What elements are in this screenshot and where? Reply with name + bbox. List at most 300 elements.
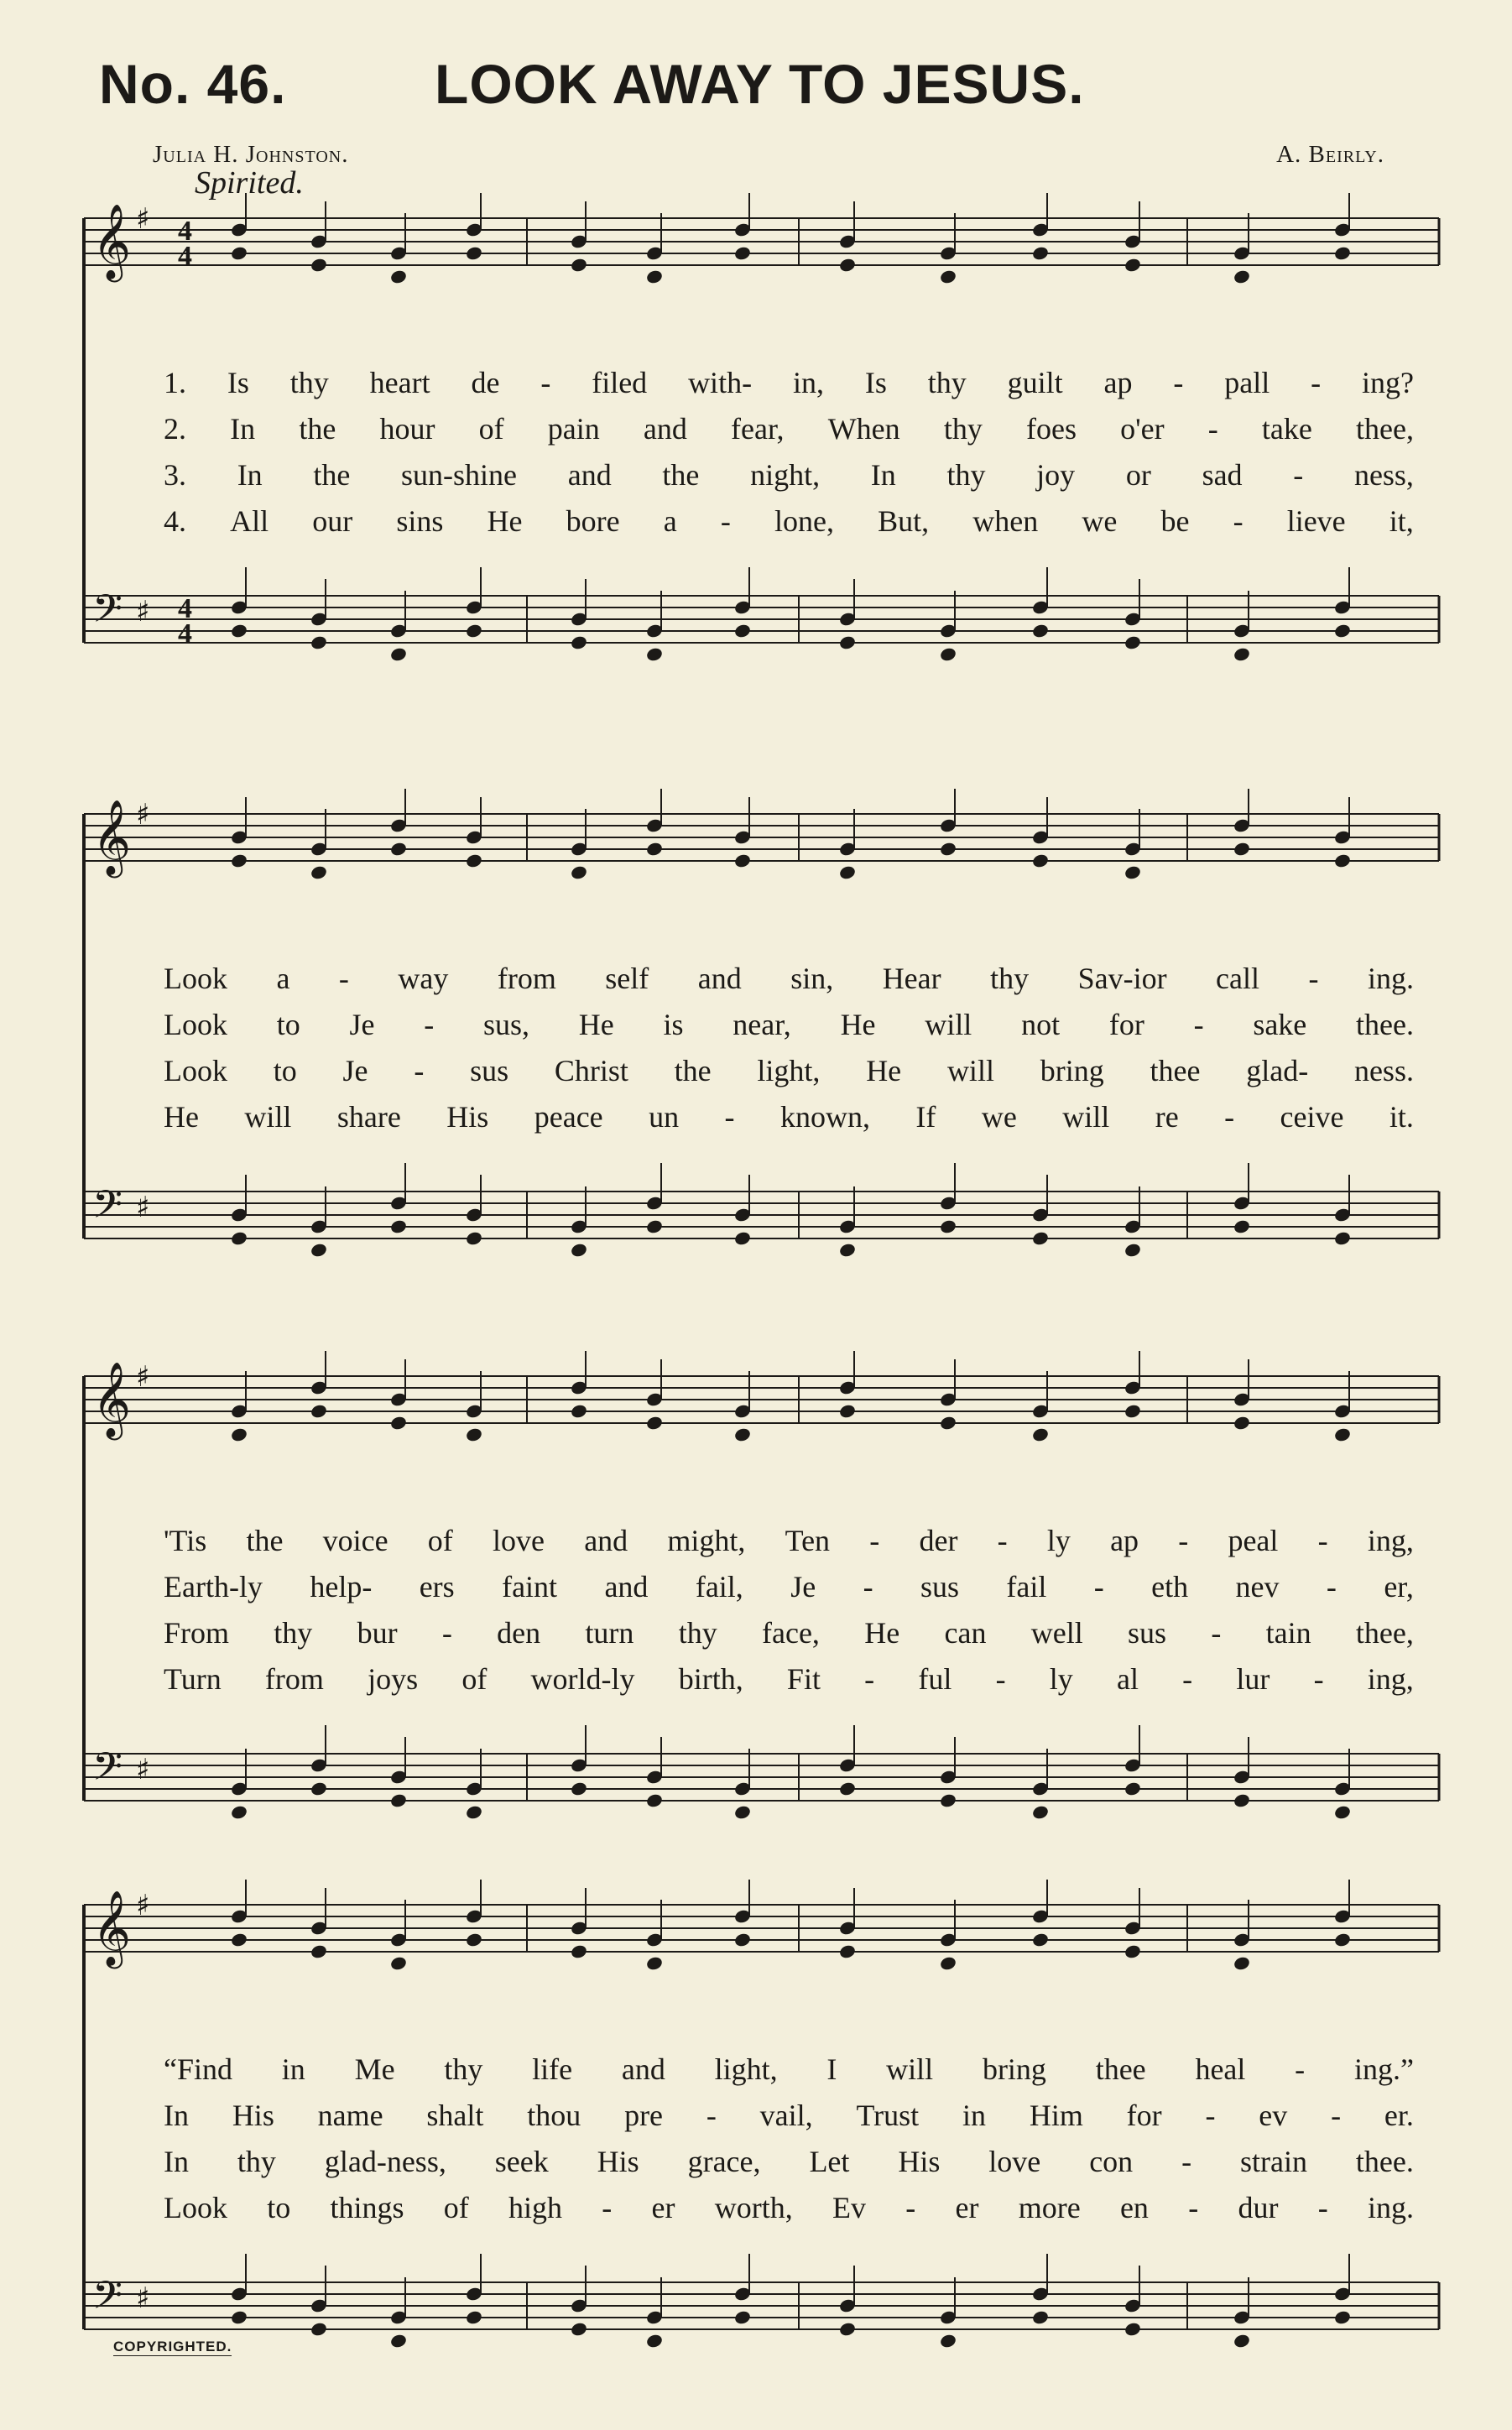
- lyric-syllable: will: [946, 1054, 994, 1087]
- lyric-syllable: a: [663, 504, 677, 538]
- lyric-syllable: heal: [1195, 2052, 1246, 2086]
- lyric-syllable: re: [1155, 1100, 1179, 1134]
- lyric-syllable: joy: [1036, 458, 1076, 492]
- notehead: [1031, 1426, 1050, 1442]
- lyric-syllable: Je: [790, 1570, 816, 1603]
- lyric-syllable: grace,: [687, 2145, 761, 2178]
- hymn-number: No. 46.: [99, 53, 287, 115]
- lyric-syllable: Turn: [164, 1662, 222, 1696]
- lyric-syllable: Ev: [832, 2191, 867, 2224]
- lyric-syllable: and: [621, 2052, 665, 2086]
- notehead: [310, 864, 328, 880]
- lyric-syllable: sus: [920, 1570, 960, 1603]
- lyric-syllable: turn: [585, 1616, 634, 1650]
- bass-clef-icon: 𝄢: [92, 1182, 123, 1237]
- lyric-syllable: Fit: [786, 1662, 821, 1696]
- lyric-syllable: in,: [792, 366, 824, 399]
- notehead: [1233, 1792, 1251, 1808]
- notehead: [230, 1230, 248, 1246]
- lyric-syllable: thy: [943, 412, 983, 446]
- sharp-icon: ♯: [136, 798, 150, 832]
- lyric-syllable: will: [886, 2052, 934, 2086]
- lyric-syllable: lur: [1236, 1662, 1270, 1696]
- notehead: [838, 634, 857, 650]
- notehead: [1333, 1804, 1352, 1820]
- treble-clef-icon: 𝄞: [92, 1362, 132, 1437]
- lyric-syllable: the: [662, 458, 700, 492]
- notehead: [1031, 2309, 1050, 2325]
- lyric-syllable: we: [981, 1100, 1017, 1134]
- notehead: [230, 1426, 248, 1442]
- lyric-syllable: and: [697, 962, 742, 995]
- lyric-syllable: -: [1207, 412, 1218, 446]
- lyric-syllable: worth,: [714, 2191, 793, 2224]
- lyric-syllable: thee: [1150, 1054, 1201, 1087]
- lyric-syllable: thee,: [1356, 412, 1414, 446]
- lyric-syllable: thy: [990, 962, 1030, 995]
- lyric-syllable: thy: [237, 2145, 276, 2178]
- lyric-syllable: If: [915, 1100, 936, 1134]
- lyric-syllable: filed: [592, 366, 648, 399]
- lyric-syllable: sus: [470, 1054, 509, 1087]
- lyric-syllable: might,: [667, 1524, 746, 1557]
- lyric-syllable: fail,: [695, 1570, 743, 1603]
- lyric-syllable: guilt: [1007, 366, 1063, 399]
- notehead: [1233, 646, 1251, 662]
- lyric-syllable: He: [487, 504, 523, 538]
- lyric-syllable: will: [1062, 1100, 1110, 1134]
- lyric-syllable: from: [497, 962, 556, 995]
- notehead: [230, 2309, 248, 2325]
- lyric-syllable: ing.: [1367, 962, 1414, 995]
- lyric-syllable: the: [313, 458, 351, 492]
- lyric-syllable: -: [905, 2191, 916, 2224]
- lyric-syllable: er: [651, 2191, 675, 2224]
- lyric-syllable: His: [232, 2099, 274, 2132]
- composer-credit: A. Beirly.: [1276, 141, 1384, 168]
- lyric-syllable: peal: [1228, 1524, 1279, 1557]
- treble-staff: [84, 1351, 1439, 1443]
- lyric-syllable: nev: [1235, 1570, 1280, 1603]
- time-signature-top: 4: [178, 216, 192, 247]
- lyric-syllable: -: [1331, 2099, 1342, 2132]
- lyric-syllable: a: [276, 962, 290, 995]
- lyric-syllable: His: [898, 2145, 941, 2178]
- lyric-syllable: well: [1030, 1616, 1083, 1650]
- verse-line: [164, 1569, 1414, 1604]
- lyric-syllable: from: [264, 1662, 324, 1696]
- notehead: [1233, 841, 1251, 857]
- lyric-syllable: Look: [164, 962, 227, 995]
- lyric-syllable: pre: [624, 2099, 664, 2132]
- lyric-syllable: He: [840, 1008, 876, 1041]
- lyric-syllable: sin,: [790, 962, 834, 995]
- notehead: [1233, 1218, 1251, 1234]
- lyric-syllable: Me: [354, 2052, 395, 2086]
- lyric-syllable: call: [1216, 962, 1260, 995]
- lyric-syllable: ev: [1259, 2099, 1288, 2132]
- notehead: [1124, 1242, 1142, 1258]
- lyric-syllable: when: [972, 504, 1039, 538]
- lyric-syllable: of: [427, 1524, 453, 1557]
- lyric-syllable: ful: [918, 1662, 952, 1696]
- notehead: [939, 841, 957, 857]
- lyric-syllable: In: [237, 458, 263, 492]
- lyric-syllable: “Find: [164, 2052, 233, 2086]
- lyric-syllable: thou: [527, 2099, 581, 2132]
- lyric-syllable: -: [724, 1100, 735, 1134]
- lyric-syllable: voice: [322, 1524, 388, 1557]
- notehead: [389, 1955, 408, 1971]
- treble-clef-icon: 𝄞: [92, 1890, 132, 1966]
- lyric-syllable: o'er: [1120, 412, 1165, 446]
- lyric-syllable: -: [338, 962, 349, 995]
- lyric-syllable: -: [1233, 504, 1243, 538]
- lyric-syllable: thy: [274, 1616, 313, 1650]
- lyric-syllable: Look: [164, 1054, 227, 1087]
- lyric-syllable: take: [1261, 412, 1312, 446]
- time-signature-bottom: 4: [178, 241, 192, 272]
- lyric-syllable: lone,: [774, 504, 834, 538]
- lyric-syllable: pain: [547, 412, 600, 446]
- lyric-syllable: Him: [1029, 2099, 1083, 2132]
- notehead: [838, 257, 857, 273]
- lyric-syllable: bore: [566, 504, 620, 538]
- lyric-syllable: All: [230, 504, 269, 538]
- lyric-syllable: face,: [762, 1616, 820, 1650]
- notehead: [570, 864, 588, 880]
- lyric-syllable: light,: [757, 1054, 821, 1087]
- lyric-syllable: name: [317, 2099, 383, 2132]
- notehead: [733, 1230, 752, 1246]
- lyric-syllable: der: [919, 1524, 958, 1557]
- notehead: [1333, 2309, 1352, 2325]
- notehead: [1124, 864, 1142, 880]
- notehead: [1031, 1804, 1050, 1820]
- lyric-syllable: -: [1326, 1570, 1337, 1603]
- lyric-syllable: and: [584, 1524, 628, 1557]
- lyric-syllable: -: [414, 1054, 425, 1087]
- notehead: [465, 623, 483, 639]
- lyric-syllable: help-: [310, 1570, 373, 1603]
- lyric-syllable: 1.: [164, 366, 186, 399]
- lyric-syllable: ap: [1103, 366, 1133, 399]
- lyric-syllable: -: [1317, 2191, 1328, 2224]
- notehead: [570, 257, 588, 273]
- lyric-syllable: to: [273, 1054, 297, 1087]
- time-signature-bottom: 4: [178, 618, 192, 649]
- lyric-syllable: un: [649, 1100, 680, 1134]
- lyric-syllable: -: [995, 1662, 1006, 1696]
- lyric-syllable: ness,: [1353, 458, 1414, 492]
- lyric-syllable: night,: [750, 458, 821, 492]
- lyric-syllable: light,: [714, 2052, 778, 2086]
- lyric-syllable: ers: [419, 1570, 455, 1603]
- notehead: [1031, 1230, 1050, 1246]
- lyric-syllable: sake: [1253, 1008, 1307, 1041]
- lyric-syllable: near,: [733, 1008, 791, 1041]
- lyric-syllable: is: [663, 1008, 684, 1041]
- bass-clef-icon: 𝄢: [92, 1744, 123, 1799]
- lyric-syllable: -: [1188, 2191, 1199, 2224]
- notehead: [733, 623, 752, 639]
- lyric-syllable: fail: [1006, 1570, 1047, 1603]
- lyric-syllable: -: [1313, 1662, 1324, 1696]
- notehead: [389, 841, 408, 857]
- notehead: [310, 1242, 328, 1258]
- notehead: [838, 864, 857, 880]
- lyric-syllable: -: [1182, 1662, 1193, 1696]
- lyric-syllable: -: [863, 1570, 873, 1603]
- lyric-syllable: love: [988, 2145, 1041, 2178]
- lyric-syllable: can: [944, 1616, 987, 1650]
- lyric-syllable: -: [997, 1524, 1008, 1557]
- lyric-syllable: to: [276, 1008, 300, 1041]
- music-system: [0, 1351, 1512, 1854]
- notehead: [230, 623, 248, 639]
- lyric-syllable: In: [164, 2145, 189, 2178]
- lyric-syllable: thee.: [1356, 1008, 1414, 1041]
- notehead: [1124, 2321, 1142, 2337]
- lyric-syllable: 'Tis: [164, 1524, 207, 1557]
- notehead: [230, 1804, 248, 1820]
- treble-staff: [84, 789, 1439, 881]
- lyric-syllable: lieve: [1286, 504, 1346, 538]
- lyric-syllable: ing.”: [1353, 2052, 1414, 2086]
- lyric-syllable: sad: [1202, 458, 1243, 492]
- lyric-syllable: -: [1317, 1524, 1328, 1557]
- notehead: [570, 1242, 588, 1258]
- lyric-syllable: or: [1125, 458, 1151, 492]
- lyric-syllable: seek: [494, 2145, 549, 2178]
- lyric-syllable: the: [674, 1054, 712, 1087]
- notehead: [1031, 853, 1050, 868]
- lyric-syllable: joys: [368, 1662, 419, 1696]
- lyric-syllable: -: [1173, 366, 1184, 399]
- lyric-syllable: to: [267, 2191, 291, 2224]
- notehead: [570, 2321, 588, 2337]
- notehead: [645, 1415, 664, 1431]
- notehead: [1333, 1426, 1352, 1442]
- lyric-syllable: thee,: [1355, 1616, 1414, 1650]
- lyric-syllable: more: [1018, 2191, 1081, 2224]
- lyric-syllable: Earth-ly: [164, 1570, 263, 1603]
- notehead: [389, 1218, 408, 1234]
- notehead: [465, 1932, 483, 1948]
- lyric-syllable: er: [955, 2191, 979, 2224]
- lyric-syllable: foes: [1026, 412, 1077, 446]
- lyric-syllable: glad-: [1246, 1054, 1309, 1087]
- notehead: [230, 853, 248, 868]
- music-system: [0, 789, 1512, 1292]
- lyric-syllable: -: [1293, 458, 1304, 492]
- lyric-syllable: Je: [342, 1054, 368, 1087]
- lyric-syllable: Is: [227, 366, 249, 399]
- notehead: [838, 2321, 857, 2337]
- lyric-syllable: and: [567, 458, 612, 492]
- notehead: [310, 1943, 328, 1959]
- notehead: [389, 1792, 408, 1808]
- notehead: [645, 841, 664, 857]
- notehead: [1124, 634, 1142, 650]
- notehead: [645, 1218, 664, 1234]
- lyric-syllable: ing?: [1361, 366, 1414, 399]
- notehead: [310, 1781, 328, 1796]
- lyric-syllable: ap: [1110, 1524, 1139, 1557]
- notehead: [310, 634, 328, 650]
- lyric-syllable: ceive: [1280, 1100, 1344, 1134]
- sharp-icon: ♯: [136, 1753, 150, 1786]
- lyric-syllable: Trust: [856, 2099, 920, 2132]
- notehead: [465, 1426, 483, 1442]
- lyric-syllable: the: [299, 412, 336, 446]
- sharp-icon: ♯: [136, 2281, 150, 2315]
- notehead: [1333, 1230, 1352, 1246]
- lyric-syllable: with-: [688, 366, 753, 399]
- verse-line: [164, 2098, 1414, 2133]
- lyric-syllable: love: [493, 1524, 545, 1557]
- notehead: [939, 1415, 957, 1431]
- notehead: [389, 269, 408, 284]
- lyric-syllable: world-ly: [530, 1662, 635, 1696]
- notehead: [838, 1781, 857, 1796]
- notehead: [733, 1426, 752, 1442]
- notehead: [939, 1792, 957, 1808]
- lyric-syllable: -: [1181, 2145, 1192, 2178]
- notehead: [465, 1230, 483, 1246]
- bass-staff: [84, 1725, 1439, 1821]
- lyric-syllable: known,: [779, 1100, 870, 1134]
- lyric-syllable: -: [1205, 2099, 1216, 2132]
- lyric-syllable: -: [1308, 962, 1319, 995]
- notehead: [1333, 245, 1352, 261]
- lyric-syllable: He: [578, 1008, 614, 1041]
- lyric-syllable: -: [1311, 366, 1322, 399]
- notehead: [733, 853, 752, 868]
- verse-line: [164, 365, 1414, 400]
- lyric-syllable: His: [446, 1100, 489, 1134]
- verse-line: [164, 1523, 1414, 1558]
- lyric-syllable: fear,: [731, 412, 785, 446]
- bass-clef-icon: 𝄢: [92, 587, 123, 641]
- lyric-syllable: -: [1093, 1570, 1104, 1603]
- treble-clef-icon: 𝄞: [92, 204, 132, 279]
- notehead: [838, 1403, 857, 1419]
- lyric-syllable: ing.: [1367, 2191, 1414, 2224]
- lyric-syllable: thy: [444, 2052, 483, 2086]
- sharp-icon: ♯: [136, 1191, 150, 1224]
- lyric-syllable: I: [826, 2052, 837, 2086]
- lyric-syllable: thy: [946, 458, 986, 492]
- lyric-syllable: ing,: [1367, 1662, 1414, 1696]
- lyric-syllable: When: [827, 412, 900, 446]
- notehead: [939, 2333, 957, 2349]
- lyric-syllable: tain: [1265, 1616, 1311, 1650]
- treble-clef-icon: 𝄞: [92, 800, 132, 875]
- lyric-syllable: for: [1126, 2099, 1162, 2132]
- notehead: [645, 1955, 664, 1971]
- lyric-syllable: share: [336, 1100, 401, 1134]
- sharp-icon: ♯: [136, 202, 150, 236]
- lyric-syllable: life: [532, 2052, 573, 2086]
- lyric-syllable: thee: [1095, 2052, 1146, 2086]
- hymn-title: LOOK AWAY TO JESUS.: [435, 53, 1085, 115]
- notehead: [1333, 623, 1352, 639]
- lyric-syllable: den: [497, 1616, 541, 1650]
- lyric-syllable: of: [461, 1662, 487, 1696]
- lyric-syllable: -: [864, 1662, 875, 1696]
- notehead: [733, 1932, 752, 1948]
- lyric-syllable: en: [1119, 2191, 1149, 2224]
- music-system: [0, 1880, 1512, 2383]
- lyric-syllable: ly: [1046, 1524, 1071, 1557]
- lyric-syllable: it,: [1389, 504, 1414, 538]
- lyric-syllable: But,: [878, 504, 930, 538]
- lyric-syllable: sins: [396, 504, 444, 538]
- lyric-syllable: Christ: [554, 1054, 628, 1087]
- treble-staff: [84, 1880, 1439, 1972]
- verse-line: [164, 457, 1414, 493]
- treble-staff: [84, 193, 1439, 285]
- lyric-syllable: self: [605, 962, 649, 995]
- lyric-syllable: we: [1082, 504, 1118, 538]
- verse-line: [164, 1615, 1414, 1650]
- lyric-syllable: vail,: [759, 2099, 813, 2132]
- lyric-syllable: things: [330, 2191, 404, 2224]
- notehead: [939, 646, 957, 662]
- lyric-syllable: pall: [1224, 366, 1270, 399]
- notehead: [733, 245, 752, 261]
- lyric-syllable: -: [540, 366, 551, 399]
- lyric-syllable: dur: [1238, 2191, 1279, 2224]
- verse-line: [164, 961, 1414, 996]
- lyric-syllable: it.: [1389, 1100, 1414, 1134]
- lyric-syllable: de: [471, 366, 500, 399]
- lyric-syllable: thy: [927, 366, 967, 399]
- lyric-syllable: Look: [164, 1008, 227, 1041]
- notehead: [733, 1804, 752, 1820]
- lyric-syllable: er,: [1384, 1570, 1414, 1603]
- lyric-syllable: -: [441, 1616, 452, 1650]
- lyric-syllable: thy: [289, 366, 329, 399]
- lyric-syllable: and: [643, 412, 687, 446]
- notehead: [1031, 245, 1050, 261]
- sharp-icon: ♯: [136, 595, 150, 628]
- notehead: [1124, 1781, 1142, 1796]
- lyric-syllable: Look: [164, 2191, 227, 2224]
- lyric-syllable: heart: [369, 366, 430, 399]
- lyric-syllable: He: [864, 1616, 900, 1650]
- lyric-syllable: be: [1160, 504, 1190, 538]
- lyric-syllable: hour: [379, 412, 435, 446]
- sharp-icon: ♯: [136, 1360, 150, 1394]
- lyric-syllable: Ten: [785, 1524, 831, 1557]
- notehead: [465, 1804, 483, 1820]
- lyric-syllable: bur: [357, 1616, 398, 1650]
- lyric-syllable: -: [1193, 1008, 1204, 1041]
- lyric-syllable: way: [398, 962, 449, 995]
- lyric-syllable: -: [720, 504, 731, 538]
- lyric-syllable: faint: [502, 1570, 558, 1603]
- notehead: [465, 2309, 483, 2325]
- verse-line: [164, 1661, 1414, 1697]
- verse-line: [164, 411, 1414, 446]
- notehead: [733, 2309, 752, 2325]
- lyric-syllable: thee.: [1355, 2145, 1414, 2178]
- lyric-syllable: Is: [864, 366, 887, 399]
- notehead: [570, 1781, 588, 1796]
- lyric-syllable: strain: [1240, 2145, 1307, 2178]
